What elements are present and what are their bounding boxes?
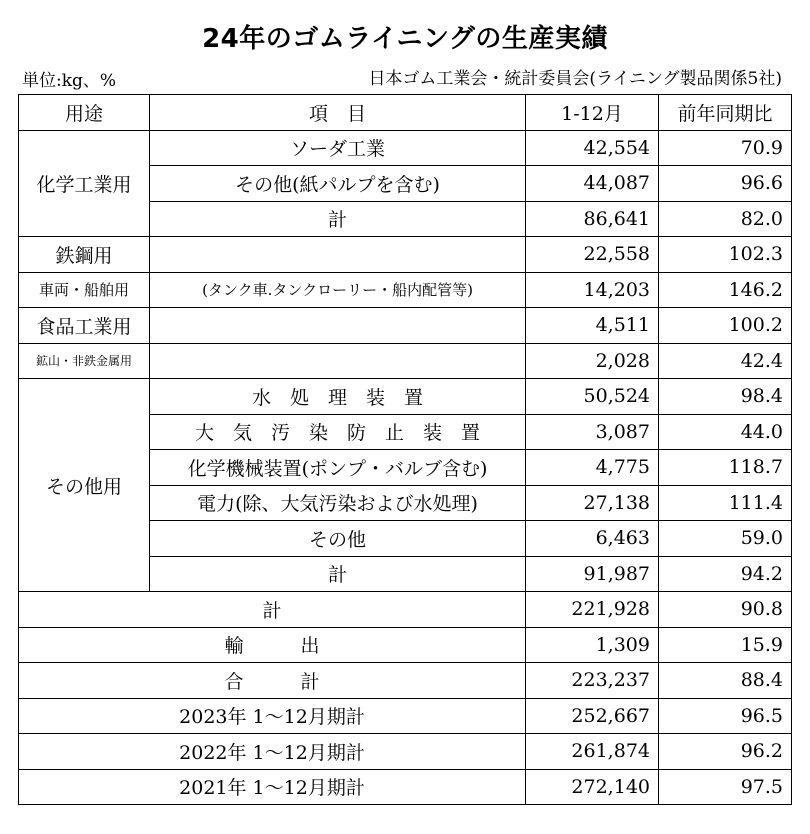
summary-label: 2023年 1～12月期計 xyxy=(19,698,526,734)
use-other: その他用 xyxy=(19,379,150,592)
summary-label: 合 計 xyxy=(19,663,526,699)
table-row xyxy=(19,343,792,379)
item-cell: (タンク車.タンクローリー・船内配管等) xyxy=(150,272,526,308)
table-row xyxy=(19,734,792,770)
value-cell: 42,554 xyxy=(526,130,659,166)
table-row xyxy=(19,130,792,166)
header-row xyxy=(19,95,792,131)
table-row xyxy=(19,379,792,415)
header-use: 用途 xyxy=(19,95,150,131)
value-cell: 86,641 xyxy=(526,201,659,237)
yoy-cell: 15.9 xyxy=(659,627,792,663)
value-cell: 6,463 xyxy=(526,521,659,557)
header-yoy: 前年同期比 xyxy=(659,95,792,131)
item-cell xyxy=(150,237,526,273)
value-cell: 2,028 xyxy=(526,343,659,379)
item-cell xyxy=(150,343,526,379)
yoy-cell: 118.7 xyxy=(659,450,792,486)
table-row xyxy=(19,237,792,273)
value-cell: 3,087 xyxy=(526,414,659,450)
value-cell: 91,987 xyxy=(526,556,659,592)
item-cell: 電力(除、大気汚染および水処理) xyxy=(150,485,526,521)
unit-label: 単位:kg、% xyxy=(22,71,117,91)
table-row xyxy=(19,308,792,344)
use-cell: 鉱山・非鉄金属用 xyxy=(19,343,150,379)
yoy-cell: 59.0 xyxy=(659,521,792,557)
value-cell: 4,511 xyxy=(526,308,659,344)
value-cell: 27,138 xyxy=(526,485,659,521)
production-table xyxy=(18,94,792,805)
item-cell: 計 xyxy=(150,556,526,592)
item-cell: ソーダ工業 xyxy=(150,130,526,166)
item-cell xyxy=(150,308,526,344)
table-row xyxy=(19,627,792,663)
value-cell: 50,524 xyxy=(526,379,659,415)
table-row xyxy=(19,698,792,734)
page-title: 24年のゴムライニングの生産実績 xyxy=(202,24,608,54)
item-cell: 水 処 理 装 置 xyxy=(150,379,526,415)
yoy-cell: 98.4 xyxy=(659,379,792,415)
value-cell: 22,558 xyxy=(526,237,659,273)
yoy-cell: 88.4 xyxy=(659,663,792,699)
yoy-cell: 97.5 xyxy=(659,769,792,805)
header-period: 1-12月 xyxy=(526,95,659,131)
yoy-cell: 70.9 xyxy=(659,130,792,166)
use-cell: 食品工業用 xyxy=(19,308,150,344)
summary-label: 輸 出 xyxy=(19,627,526,663)
value-cell: 1,309 xyxy=(526,627,659,663)
use-chem: 化学工業用 xyxy=(19,130,150,237)
yoy-cell: 42.4 xyxy=(659,343,792,379)
yoy-cell: 102.3 xyxy=(659,237,792,273)
value-cell: 14,203 xyxy=(526,272,659,308)
item-cell: 大 気 汚 染 防 止 装 置 xyxy=(150,414,526,450)
table-row xyxy=(19,592,792,628)
yoy-cell: 96.6 xyxy=(659,166,792,202)
yoy-cell: 90.8 xyxy=(659,592,792,628)
yoy-cell: 100.2 xyxy=(659,308,792,344)
use-cell: 鉄鋼用 xyxy=(19,237,150,273)
summary-label: 2022年 1～12月期計 xyxy=(19,734,526,770)
value-cell: 44,087 xyxy=(526,166,659,202)
yoy-cell: 94.2 xyxy=(659,556,792,592)
item-cell: 計 xyxy=(150,201,526,237)
use-cell: 車両・船舶用 xyxy=(19,272,150,308)
item-cell: その他(紙パルプを含む) xyxy=(150,166,526,202)
yoy-cell: 96.5 xyxy=(659,698,792,734)
table-row xyxy=(19,769,792,805)
value-cell: 261,874 xyxy=(526,734,659,770)
summary-label: 計 xyxy=(19,592,526,628)
value-cell: 272,140 xyxy=(526,769,659,805)
value-cell: 223,237 xyxy=(526,663,659,699)
yoy-cell: 82.0 xyxy=(659,201,792,237)
header-item: 項 目 xyxy=(150,95,526,131)
yoy-cell: 44.0 xyxy=(659,414,792,450)
value-cell: 252,667 xyxy=(526,698,659,734)
item-cell: 化学機械装置(ポンプ・バルブ含む) xyxy=(150,450,526,486)
yoy-cell: 111.4 xyxy=(659,485,792,521)
table-row xyxy=(19,272,792,308)
table-row xyxy=(19,663,792,699)
value-cell: 4,775 xyxy=(526,450,659,486)
yoy-cell: 146.2 xyxy=(659,272,792,308)
source-label: 日本ゴム工業会・統計委員会(ライニング製品関係5社) xyxy=(368,69,782,89)
item-cell: その他 xyxy=(150,521,526,557)
summary-label: 2021年 1～12月期計 xyxy=(19,769,526,805)
value-cell: 221,928 xyxy=(526,592,659,628)
yoy-cell: 96.2 xyxy=(659,734,792,770)
